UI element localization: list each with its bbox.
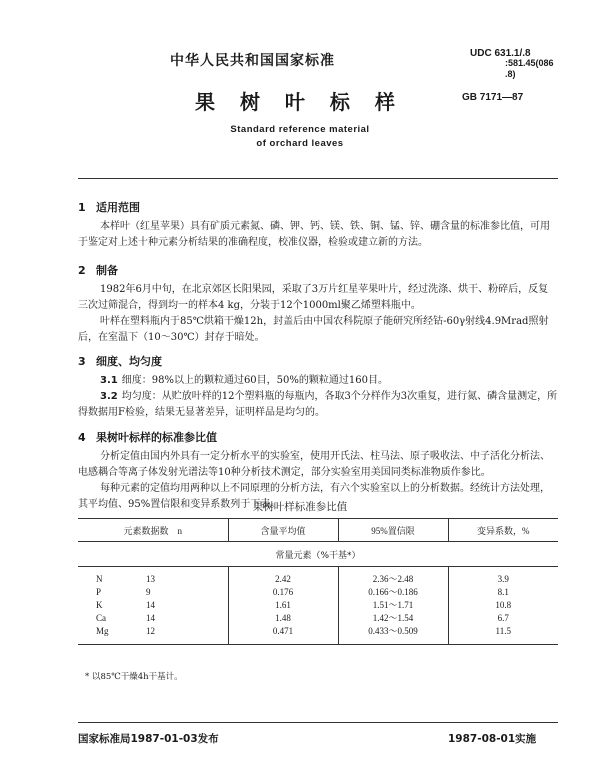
group-label: 常量元素（%干基*） (78, 542, 558, 567)
paragraph: 1982年6月中旬，在北京郊区长阳果园，采取了3万片红星苹果叶片，经过洗涤、烘干、粉碎后，反复三次过筛混合，得到均一的样本4 kg，分装于12个1000ml聚乙烯塑料瓶中。 (78, 284, 549, 311)
cell-mean: 0.176 (228, 586, 338, 599)
section-2-heading (78, 262, 118, 278)
table-header-row (78, 519, 558, 542)
issue-date: 国家标准局1987-01-03发布 (78, 733, 219, 745)
cell-element (78, 567, 228, 587)
footer-divider (78, 722, 558, 723)
cell-cv: 3.9 (448, 567, 558, 587)
subsection-text: 细度：98%以上的颗粒通过60目，50%的颗粒通过160目。 (121, 375, 388, 386)
section-3-body (78, 373, 558, 421)
paragraph: 本样叶（红星苹果）具有矿质元素氮、磷、钾、钙、镁、铁、铜、锰、锌、硼含量的标准参比值，可用于鉴定对上述十种元素分析结果的准确程度，校准仪器，检验或建立新的方法。 (78, 221, 550, 248)
element-symbol: N (96, 574, 103, 584)
column-header: 变异系数，% (448, 519, 558, 542)
section-title: 制备 (96, 264, 118, 277)
reference-values-table (78, 518, 558, 645)
udc-code-line2: :581.45(086 (505, 58, 554, 68)
column-header: 含量平均值 (228, 519, 338, 542)
cell-element (78, 599, 228, 612)
table-footnote: * 以85℃干燥4h干基计。 (85, 672, 183, 682)
table-group-row (78, 542, 558, 567)
section-2-body (78, 282, 558, 346)
subsection-text: 均匀度：从贮放叶样的12个塑料瓶的每瓶内，各取3个分样作为3次重复，进行氮、磷含量测定，所得数据用F检验，结果无显著差异，证明样品是均匀的。 (78, 391, 558, 418)
standard-category-title: 中华人民共和国国家标准 (170, 53, 335, 69)
column-header: 95%置信限 (338, 519, 448, 542)
cell-ci: 2.36～2.48 (338, 567, 448, 587)
subsection-3-1 (78, 373, 558, 389)
section-number: 4 (78, 431, 86, 444)
table-row (78, 567, 558, 587)
cell-ci: 0.166～0.186 (338, 586, 448, 599)
paragraph: 分析定值由国内外具有一定分析水平的实验室，使用开氏法、柱马法、原子吸收法、中子活化分析法、电感耦合等离子体发射光谱法等10种分析技术测定，部分实验室用美国同类标准物质作参比。 (78, 451, 550, 478)
cell-cv: 6.7 (448, 612, 558, 625)
cell-cv: 11.5 (448, 625, 558, 645)
gb-standard-number: GB 7171—87 (462, 92, 524, 103)
cell-mean: 1.48 (228, 612, 338, 625)
section-title: 果树叶标样的标准参比值 (96, 431, 217, 444)
column-header: 元素数据数 n (78, 519, 228, 542)
data-count: 9 (146, 587, 151, 597)
udc-code-continued (505, 58, 595, 80)
data-count: 14 (146, 600, 155, 610)
english-title-line2: of orchard leaves (256, 138, 344, 149)
section-title: 细度、均匀度 (96, 355, 162, 368)
table-row (78, 612, 558, 625)
cell-element (78, 612, 228, 625)
data-count: 13 (146, 574, 155, 584)
cell-cv: 8.1 (448, 586, 558, 599)
udc-code: UDC 631.1/.8 (470, 48, 531, 59)
section-4-heading (78, 429, 217, 445)
cell-mean: 1.61 (228, 599, 338, 612)
element-symbol: K (96, 600, 103, 610)
table-row (78, 625, 558, 645)
cell-mean: 2.42 (228, 567, 338, 587)
section-number: 1 (78, 201, 86, 214)
paragraph: 叶样在塑料瓶内于85℃烘箱干燥12h，封盖后由中国农科院原子能研究所经钴-60γ射线4.9Mrad照射后，在室温下（10～30℃）封存于暗处。 (78, 316, 549, 343)
subsection-number: 3.1 (100, 375, 118, 386)
subsection-number: 3.2 (100, 391, 118, 402)
table-caption: 果树叶样标准参比值 (252, 501, 348, 513)
element-symbol: Ca (96, 613, 106, 623)
cell-element (78, 625, 228, 645)
paragraph: 每种元素的定值均用两种以上不同原理的分析方法，有六个实验室以上的分析数据。经统计方法处理，其平均值、95%置信限和变异系数列于下表。 (78, 483, 550, 510)
data-count: 12 (146, 626, 155, 636)
data-count: 14 (146, 613, 155, 623)
table-row (78, 599, 558, 612)
cell-ci: 1.51～1.71 (338, 599, 448, 612)
element-symbol: Mg (96, 626, 109, 636)
effective-date: 1987-08-01实施 (448, 733, 537, 745)
subsection-3-2 (78, 389, 558, 421)
cell-cv: 10.8 (448, 599, 558, 612)
cell-ci: 1.42～1.54 (338, 612, 448, 625)
section-1-body (78, 219, 558, 251)
section-number: 3 (78, 355, 86, 368)
cell-ci: 0.433～0.509 (338, 625, 448, 645)
header-divider (78, 178, 558, 179)
section-1-heading (78, 199, 140, 215)
section-3-heading (78, 353, 162, 369)
udc-code-line3: .8) (505, 69, 516, 79)
cell-mean: 0.471 (228, 625, 338, 645)
element-symbol: P (96, 587, 102, 597)
document-title: 果 树 叶 标 样 (195, 90, 404, 114)
table-row (78, 586, 558, 599)
cell-element (78, 586, 228, 599)
section-number: 2 (78, 264, 86, 277)
section-title: 适用范围 (96, 201, 140, 214)
english-title-line1: Standard reference material (230, 124, 370, 135)
